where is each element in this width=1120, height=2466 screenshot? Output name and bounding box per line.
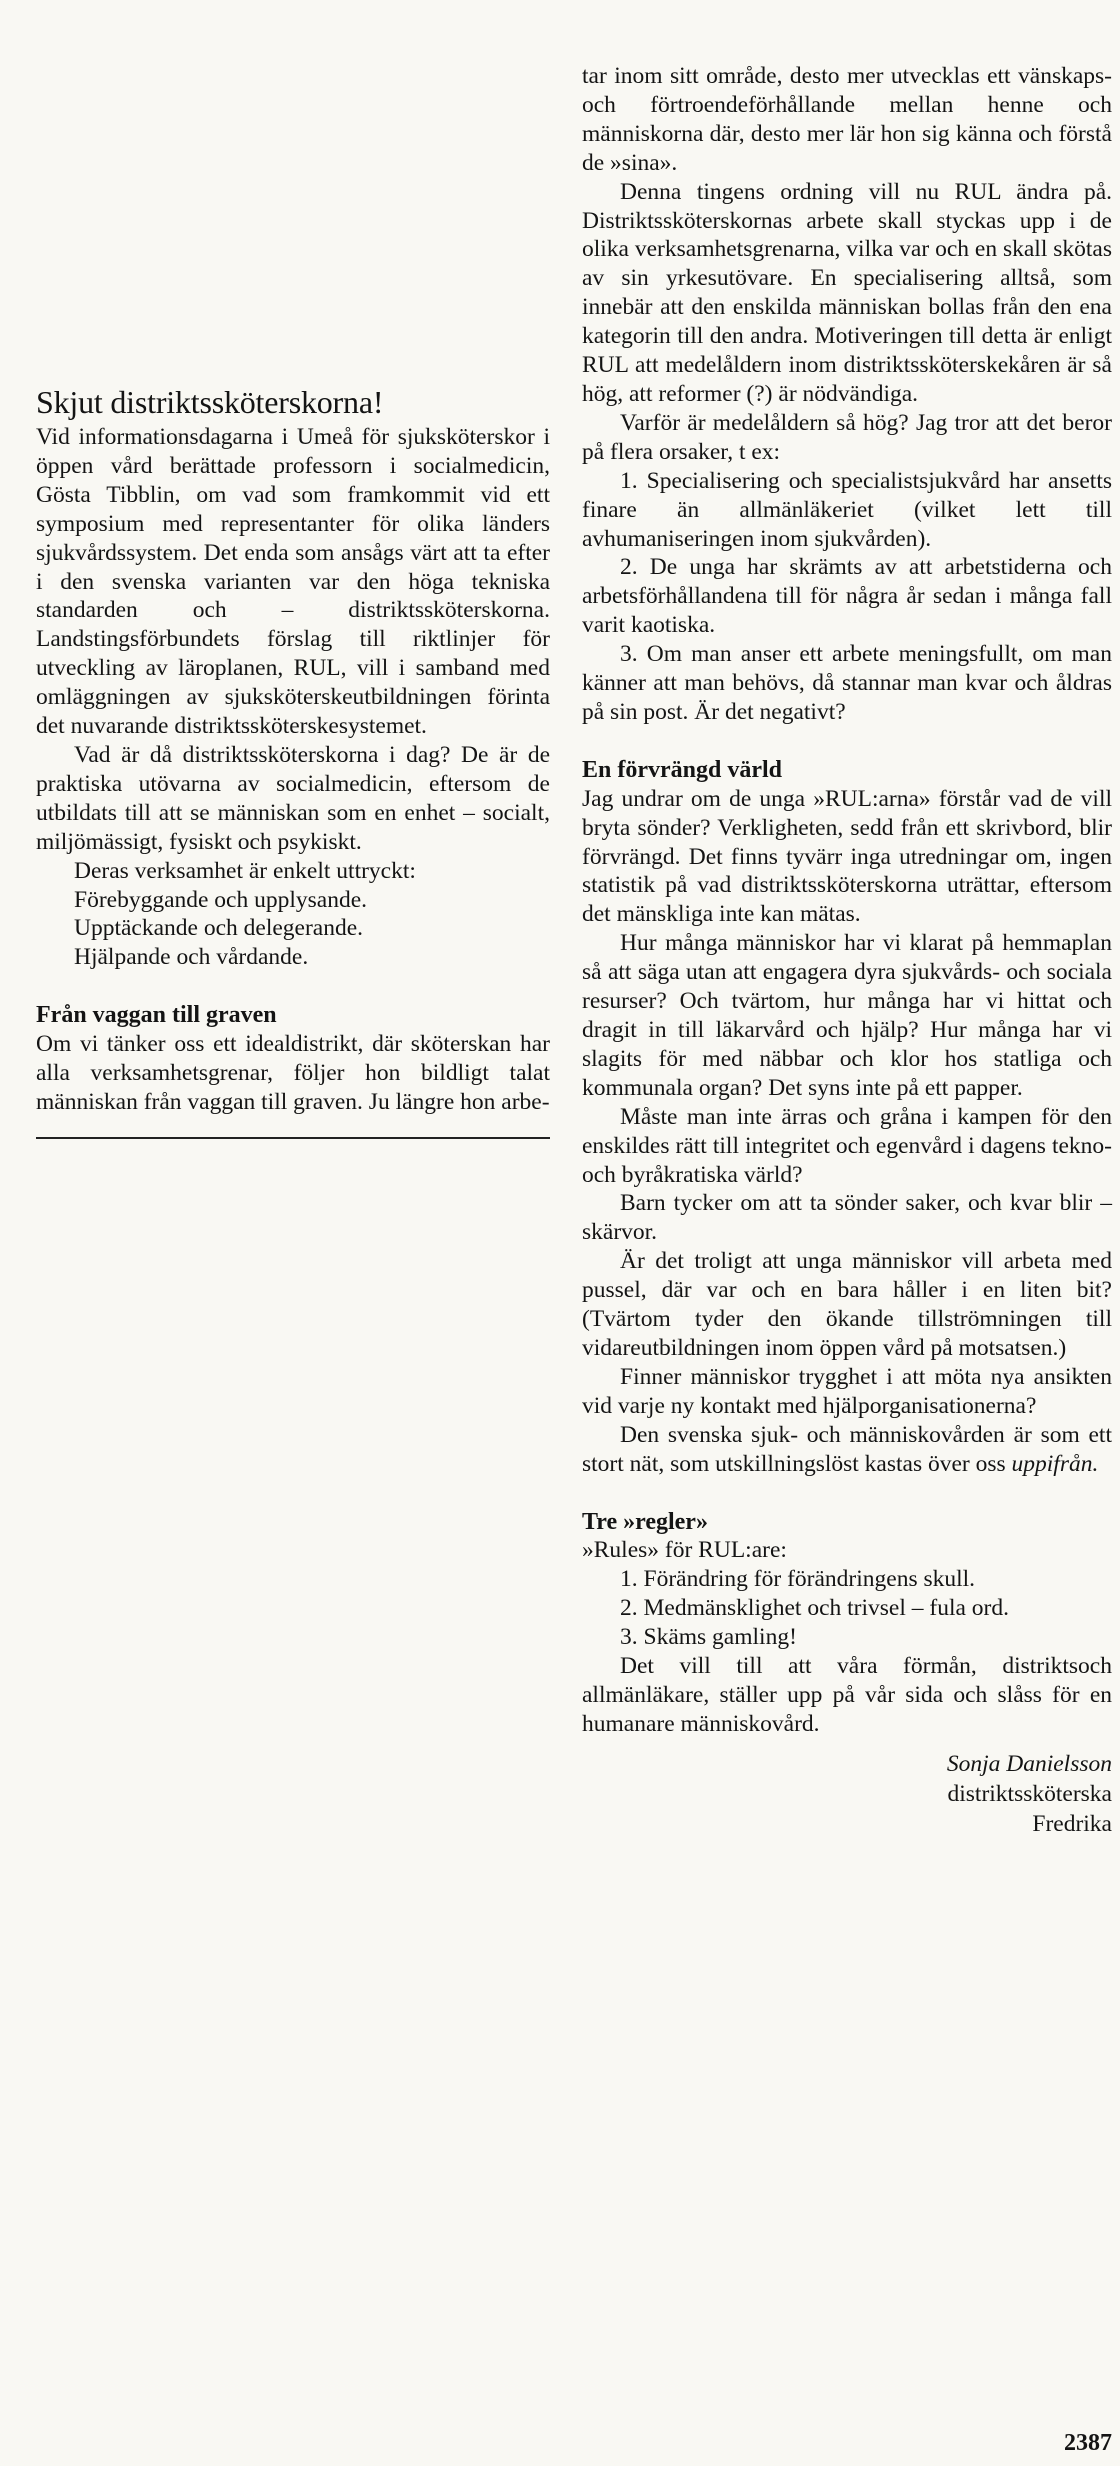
section-heading: Tre »regler» — [582, 1508, 708, 1535]
column-end-rule — [36, 1137, 550, 1139]
left-column — [36, 383, 550, 1139]
page-number: 2387 — [1064, 2430, 1112, 2456]
list-item: 2. De unga har skrämts av att arbetstiderna och arbetsförhållandena till för några år sedan i många fall varit kaotiska. — [582, 554, 1112, 639]
paragraph: Måste man inte ärras och gråna i kampen för den enskildes rätt till integritet och egenvård i dagens tekno- och byråkratiska värld? — [582, 1103, 1112, 1188]
signature-block — [582, 1749, 1112, 1839]
paragraph: Deras verksamhet är enkelt uttryckt: — [74, 857, 416, 884]
paragraph: Barn tycker om att ta sönder saker, och kvar blir – skärvor. — [582, 1190, 1112, 1246]
paragraph: Hur många människor har vi klarat på hemmaplan så att säga utan att engagera dyra sjukvårds- och sociala resurser? Och tvärtom, hur många har vi hittat och dragit in till läkarvård och hjälp? Hur många har vi slagits för med näbbar och klor hos statliga och kommunala organ? Det syns inte på ett papper. — [582, 930, 1112, 1101]
section-heading: Från vaggan till graven — [36, 1002, 277, 1029]
emphasis-text: uppifrån. — [1011, 1450, 1099, 1477]
list-item: Förebyggande och upplysande. — [74, 886, 368, 913]
author-place: Fredrika — [1032, 1810, 1112, 1837]
intro-paragraph: Vid informationsdagarna i Umeå för sjuksköterskor i öppen vård berättade professorn i socialmedicin, Gösta Tibblin, om vad som framkommit vid ett symposium med representanter för olika länders sjukvårdssystem. Det enda som ansågs värt att ta efter i den svenska varianten var den höga tekniska standarden och – distriktssköterskorna. Landstingsförbundets förslag till riktlinjer för utveckling av läroplanen, RUL, vill i samband med omläggningen av sjuksköterskeutbildningen förinta det nuvarande distriktssköterskesystemet. — [36, 424, 550, 740]
paragraph: Om vi tänker oss ett idealdistrikt, där sköterskan har alla verksamhetsgrenar, följer hon bildligt talat människan från vaggan till graven. Ju längre hon arbe- — [36, 1031, 550, 1115]
right-column — [582, 62, 1112, 1839]
list-item: 3. Om man anser ett arbete meningsfullt, om man känner att man behövs, då stannar man kvar och åldras på sin post. Är det negativt? — [582, 641, 1112, 725]
paragraph: Finner människor trygghet i att möta nya ansikten vid varje ny kontakt med hjälporganisationerna? — [582, 1363, 1112, 1419]
paragraph: Varför är medelåldern så hög? Jag tror att det beror på flera orsaker, t ex: — [582, 409, 1112, 465]
author-name: Sonja Danielsson — [946, 1750, 1112, 1777]
paragraph: Det vill till att våra förmån, distriktsoch allmänläkare, ställer upp på vår sida och slåss för en humanare människovård. — [582, 1653, 1112, 1737]
list-item: Hjälpande och vårdande. — [74, 944, 309, 971]
list-item: Upptäckande och delegerande. — [74, 915, 364, 942]
paragraph: »Rules» för RUL:are: — [582, 1537, 787, 1564]
paragraph: tar inom sitt område, desto mer utvecklas ett vänskaps- och förtroendeförhållande mellan henne och människorna där, desto mer lär hon sig känna och förstå de »sina». — [582, 63, 1112, 176]
list-item: 3. Skäms gamling! — [620, 1624, 797, 1651]
author-role: distriktssköterska — [947, 1780, 1112, 1807]
list-item: 1. Specialisering och specialistsjukvård har ansetts finare än allmänläkeriet (vilket lett till avhumaniseringen inom sjukvården). — [582, 467, 1112, 552]
article-title: Skjut distriktssköterskorna! — [36, 384, 384, 420]
list-item: 2. Medmänsklighet och trivsel – fula ord. — [620, 1595, 1009, 1622]
paragraph-text: Den svenska sjuk- och människovården är som ett stort nät, som utskillningslöst kastas över oss — [582, 1421, 1112, 1477]
paragraph: Denna tingens ordning vill nu RUL ändra på. Distriktssköterskornas arbete skall styckas upp i de olika verksamhetsgrenarna, vilka var och en skall skötas av sin yrkesutövare. En specialisering alltså, som innebär att den enskilda människan bollas från den ena kategorin till den andra. Motiveringen till detta är enligt RUL att medelåldern inom distriktssköterskekåren är så hög, att reformer (?) är nödvändiga. — [582, 178, 1112, 407]
paragraph: Är det troligt att unga människor vill arbeta med pussel, där var och en bara håller i en liten bit? (Tvärtom tyder den ökande tillströmningen till vidareutbildningen inom öppen vård på motsatsen.) — [582, 1248, 1112, 1361]
paragraph: Jag undrar om de unga »RUL:arna» förstår vad de vill bryta sönder? Verkligheten, sedd från ett skrivbord, blir förvrängd. Det finns tyvärr inga utredningar om, ingen statistik på vad distriktssköterskorna uträttar, eftersom det mänskliga inte kan mätas. — [582, 785, 1112, 928]
paragraph — [582, 1421, 1112, 1479]
paragraph: Vad är då distriktssköterskorna i dag? De är de praktiska utövarna av socialmedicin, eftersom de utbildats till att se människan som en enhet – socialt, miljömässigt, fysiskt och psykiskt. — [36, 741, 550, 855]
section-heading: En förvrängd värld — [582, 756, 783, 783]
list-item: 1. Förändring för förändringens skull. — [620, 1566, 976, 1593]
